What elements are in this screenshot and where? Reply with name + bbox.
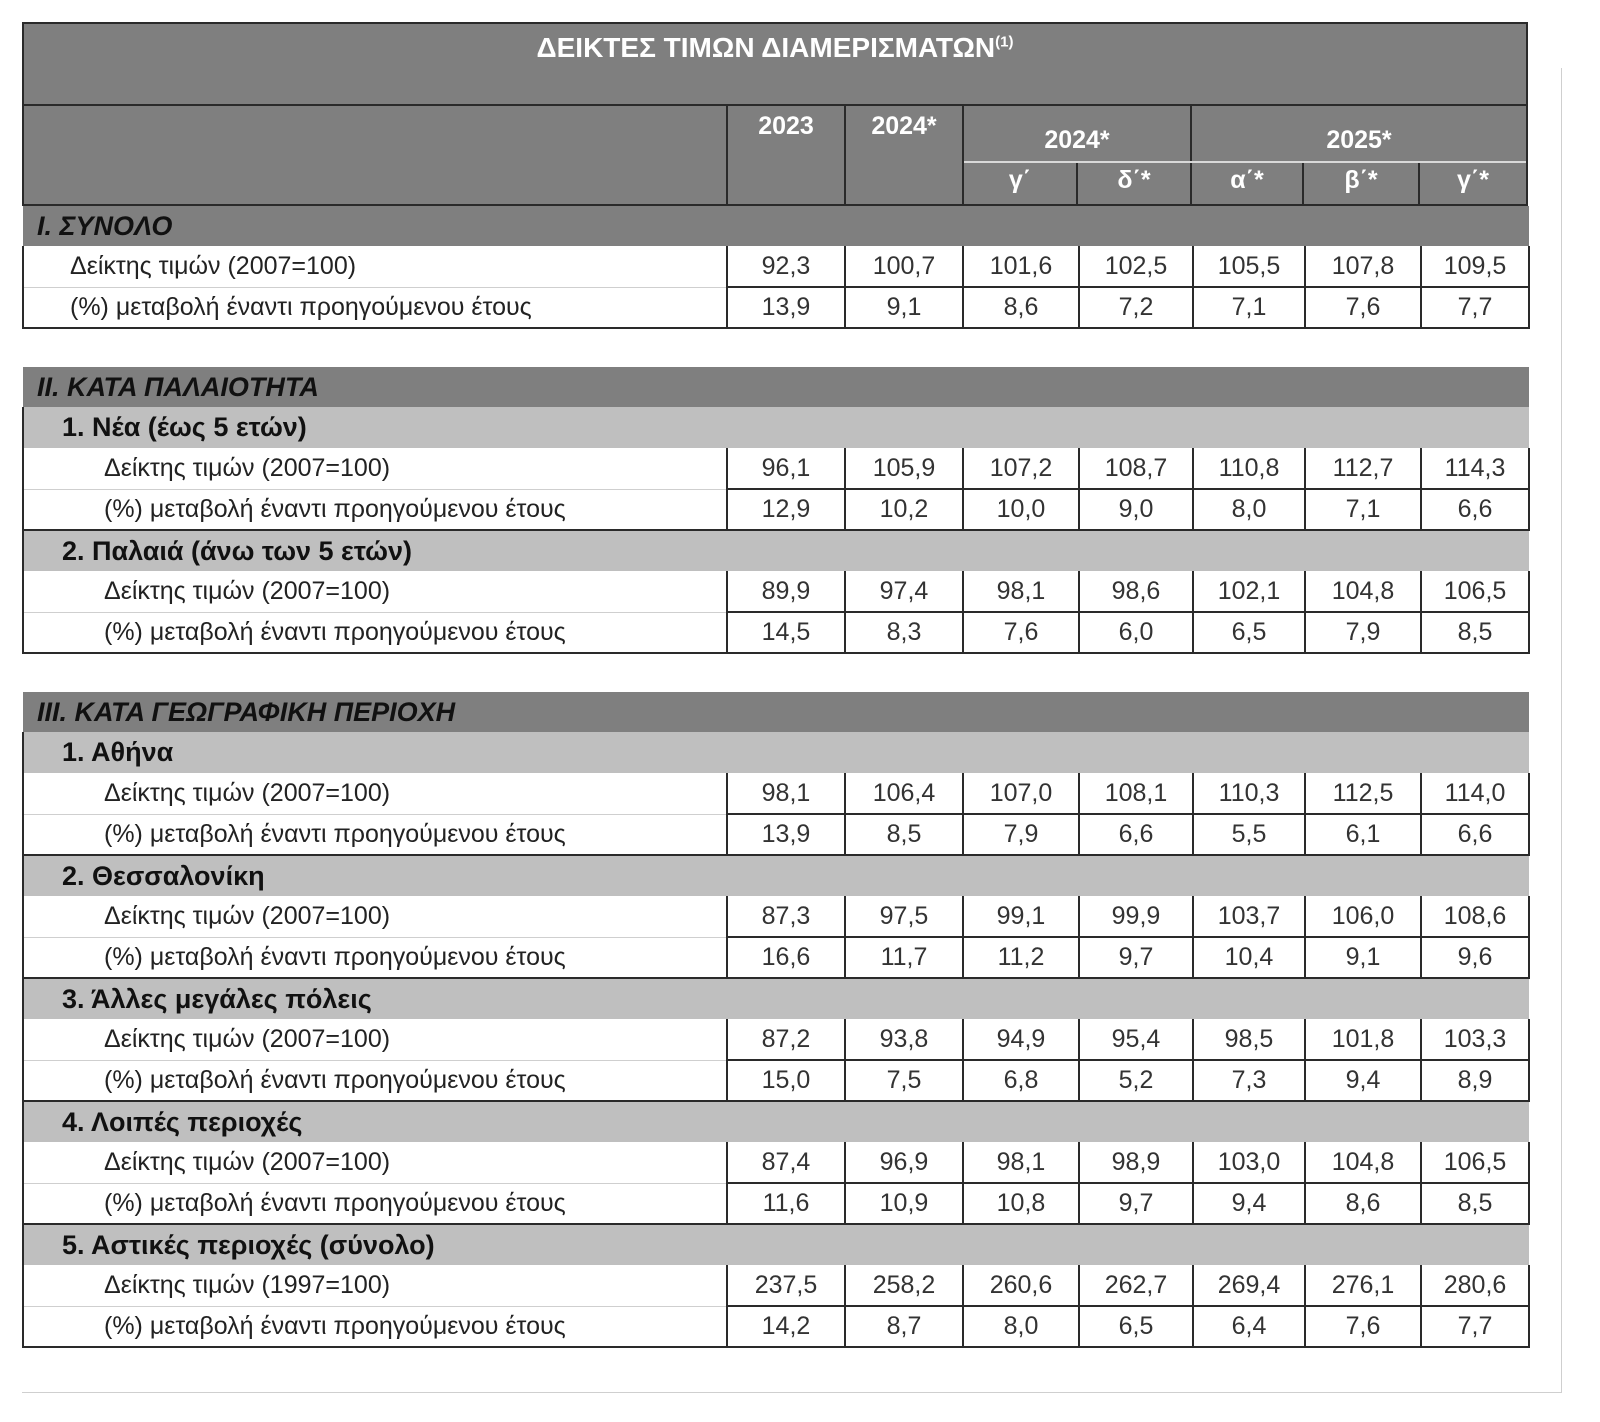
value-cell: 92,3: [727, 246, 845, 287]
subgroup-header-row: [23, 978, 1529, 1019]
table-row: [23, 612, 1529, 653]
header-2025-q3: γ΄*: [1457, 166, 1489, 194]
value-cell: 110,8: [1193, 448, 1305, 489]
table-row: [23, 1306, 1529, 1347]
value-cell: 102,5: [1079, 246, 1193, 287]
value-cell: 237,5: [727, 1265, 845, 1306]
section-header-row: [23, 206, 1529, 246]
value-cell: 108,6: [1421, 896, 1529, 937]
table-row: [23, 1265, 1529, 1306]
value-cell: 87,2: [727, 1019, 845, 1060]
row-label: Δείκτης τιμών (2007=100): [23, 896, 727, 937]
table-row: [23, 1183, 1529, 1224]
value-cell: 9,7: [1079, 1183, 1193, 1224]
value-cell: 6,8: [963, 1060, 1079, 1101]
column-header: [22, 106, 1528, 206]
value-cell: 103,7: [1193, 896, 1305, 937]
value-cell: 108,1: [1079, 773, 1193, 814]
value-cell: 106,5: [1421, 571, 1529, 612]
value-cell: 7,6: [963, 612, 1079, 653]
value-cell: 6,1: [1305, 814, 1421, 855]
title-footnote-mark: (1): [995, 33, 1014, 51]
subgroup-header-row: [23, 732, 1529, 773]
value-cell: 7,7: [1421, 1306, 1529, 1347]
value-cell: 102,1: [1193, 571, 1305, 612]
table-row: [23, 814, 1529, 855]
value-cell: 98,1: [963, 1142, 1079, 1183]
row-label: (%) μεταβολή έναντι προηγούμενου έτους: [23, 1306, 727, 1347]
value-cell: 8,7: [845, 1306, 963, 1347]
value-cell: 8,5: [845, 814, 963, 855]
subgroup-header-row: [23, 855, 1529, 896]
spacer-row: [23, 653, 1529, 692]
header-2024-annual: 2024*: [871, 112, 937, 140]
value-cell: 101,6: [963, 246, 1079, 287]
value-cell: 98,5: [1193, 1019, 1305, 1060]
row-label: Δείκτης τιμών (2007=100): [23, 571, 727, 612]
value-cell: 14,2: [727, 1306, 845, 1347]
value-cell: 94,9: [963, 1019, 1079, 1060]
value-cell: 11,2: [963, 937, 1079, 978]
value-cell: 8,6: [1305, 1183, 1421, 1224]
value-cell: 104,8: [1305, 571, 1421, 612]
value-cell: 9,6: [1421, 937, 1529, 978]
subgroup-title: 5. Αστικές περιοχές (σύνολο): [23, 1224, 1529, 1265]
value-cell: 10,4: [1193, 937, 1305, 978]
value-cell: 10,2: [845, 489, 963, 530]
table-row: [23, 246, 1529, 287]
value-cell: 8,3: [845, 612, 963, 653]
value-cell: 6,6: [1079, 814, 1193, 855]
header-2025-group: 2025*: [1326, 126, 1392, 154]
value-cell: 9,7: [1079, 937, 1193, 978]
value-cell: 106,0: [1305, 896, 1421, 937]
subgroup-title: 1. Νέα (έως 5 ετών): [23, 407, 1529, 448]
value-cell: 98,1: [727, 773, 845, 814]
value-cell: 105,9: [845, 448, 963, 489]
value-cell: 5,5: [1193, 814, 1305, 855]
value-cell: 105,5: [1193, 246, 1305, 287]
value-cell: 7,9: [963, 814, 1079, 855]
value-cell: 89,9: [727, 571, 845, 612]
value-cell: 112,5: [1305, 773, 1421, 814]
value-cell: 106,5: [1421, 1142, 1529, 1183]
value-cell: 104,8: [1305, 1142, 1421, 1183]
section-header-row: [23, 367, 1529, 407]
value-cell: 15,0: [727, 1060, 845, 1101]
value-cell: 10,8: [963, 1183, 1079, 1224]
row-label: Δείκτης τιμών (1997=100): [23, 1265, 727, 1306]
value-cell: 7,6: [1305, 1306, 1421, 1347]
value-cell: 269,4: [1193, 1265, 1305, 1306]
subgroup-title: 1. Αθήνα: [23, 732, 1529, 773]
value-cell: 98,9: [1079, 1142, 1193, 1183]
value-cell: 6,6: [1421, 489, 1529, 530]
row-label: (%) μεταβολή έναντι προηγούμενου έτους: [23, 814, 727, 855]
value-cell: 95,4: [1079, 1019, 1193, 1060]
table-row: [23, 448, 1529, 489]
value-cell: 5,2: [1079, 1060, 1193, 1101]
value-cell: 98,1: [963, 571, 1079, 612]
value-cell: 96,9: [845, 1142, 963, 1183]
row-label: Δείκτης τιμών (2007=100): [23, 773, 727, 814]
value-cell: 6,5: [1193, 612, 1305, 653]
row-label: Δείκτης τιμών (2007=100): [23, 1142, 727, 1183]
spacer-cell: [23, 328, 1529, 367]
value-cell: 8,6: [963, 287, 1079, 328]
header-2025-q1: α΄*: [1230, 166, 1264, 194]
table-title: [22, 22, 1528, 106]
table-row: [23, 1142, 1529, 1183]
header-2024-q3: γ΄: [1008, 166, 1032, 194]
value-cell: 107,8: [1305, 246, 1421, 287]
header-2023: 2023: [758, 112, 814, 140]
value-cell: 110,3: [1193, 773, 1305, 814]
table-row: [23, 287, 1529, 328]
row-label: (%) μεταβολή έναντι προηγούμενου έτους: [23, 489, 727, 530]
value-cell: 112,7: [1305, 448, 1421, 489]
value-cell: 107,2: [963, 448, 1079, 489]
value-cell: 109,5: [1421, 246, 1529, 287]
value-cell: 6,0: [1079, 612, 1193, 653]
table-title-text: ΔΕΙΚΤΕΣ ΤΙΜΩΝ ΔΙΑΜΕΡΙΣΜΑΤΩΝ: [536, 32, 996, 63]
value-cell: 13,9: [727, 814, 845, 855]
value-cell: 7,1: [1193, 287, 1305, 328]
table-row: [23, 896, 1529, 937]
value-cell: 87,3: [727, 896, 845, 937]
sheet-gridline-right: [1561, 68, 1562, 1392]
table-row: [23, 1019, 1529, 1060]
value-cell: 280,6: [1421, 1265, 1529, 1306]
row-label: Δείκτης τιμών (2007=100): [23, 1019, 727, 1060]
value-cell: 7,1: [1305, 489, 1421, 530]
value-cell: 114,0: [1421, 773, 1529, 814]
value-cell: 107,0: [963, 773, 1079, 814]
value-cell: 262,7: [1079, 1265, 1193, 1306]
row-label: (%) μεταβολή έναντι προηγούμενου έτους: [23, 612, 727, 653]
value-cell: 7,7: [1421, 287, 1529, 328]
value-cell: 16,6: [727, 937, 845, 978]
value-cell: 97,5: [845, 896, 963, 937]
table-body: [22, 206, 1530, 1348]
value-cell: 8,9: [1421, 1060, 1529, 1101]
row-label: (%) μεταβολή έναντι προηγούμενου έτους: [23, 287, 727, 328]
row-label: Δείκτης τιμών (2007=100): [23, 448, 727, 489]
row-label: (%) μεταβολή έναντι προηγούμενου έτους: [23, 1183, 727, 1224]
value-cell: 6,6: [1421, 814, 1529, 855]
subgroup-header-row: [23, 530, 1529, 571]
value-cell: 10,9: [845, 1183, 963, 1224]
value-cell: 98,6: [1079, 571, 1193, 612]
value-cell: 108,7: [1079, 448, 1193, 489]
price-index-table: [22, 22, 1528, 1388]
value-cell: 276,1: [1305, 1265, 1421, 1306]
value-cell: 96,1: [727, 448, 845, 489]
section-title: I. ΣΥΝΟΛΟ: [23, 206, 1529, 246]
value-cell: 7,6: [1305, 287, 1421, 328]
value-cell: 7,2: [1079, 287, 1193, 328]
subgroup-header-row: [23, 1101, 1529, 1142]
value-cell: 7,5: [845, 1060, 963, 1101]
table-row: [23, 489, 1529, 530]
header-2024-group: 2024*: [1044, 126, 1110, 154]
value-cell: 9,0: [1079, 489, 1193, 530]
value-cell: 7,9: [1305, 612, 1421, 653]
section-header-row: [23, 692, 1529, 732]
value-cell: 260,6: [963, 1265, 1079, 1306]
value-cell: 103,0: [1193, 1142, 1305, 1183]
value-cell: 9,1: [845, 287, 963, 328]
sheet-gridline-bottom: [22, 1392, 1562, 1393]
row-label: (%) μεταβολή έναντι προηγούμενου έτους: [23, 1060, 727, 1101]
subgroup-title: 2. Παλαιά (άνω των 5 ετών): [23, 530, 1529, 571]
row-label: Δείκτης τιμών (2007=100): [23, 246, 727, 287]
value-cell: 99,1: [963, 896, 1079, 937]
value-cell: 11,7: [845, 937, 963, 978]
value-cell: 114,3: [1421, 448, 1529, 489]
value-cell: 9,4: [1193, 1183, 1305, 1224]
subgroup-header-row: [23, 1224, 1529, 1265]
value-cell: 99,9: [1079, 896, 1193, 937]
value-cell: 103,3: [1421, 1019, 1529, 1060]
value-cell: 97,4: [845, 571, 963, 612]
value-cell: 100,7: [845, 246, 963, 287]
value-cell: 93,8: [845, 1019, 963, 1060]
value-cell: 11,6: [727, 1183, 845, 1224]
subgroup-title: 2. Θεσσαλονίκη: [23, 855, 1529, 896]
value-cell: 8,0: [963, 1306, 1079, 1347]
value-cell: 12,9: [727, 489, 845, 530]
value-cell: 9,4: [1305, 1060, 1421, 1101]
value-cell: 6,5: [1079, 1306, 1193, 1347]
value-cell: 8,5: [1421, 1183, 1529, 1224]
value-cell: 101,8: [1305, 1019, 1421, 1060]
value-cell: 13,9: [727, 287, 845, 328]
value-cell: 106,4: [845, 773, 963, 814]
value-cell: 14,5: [727, 612, 845, 653]
table-row: [23, 1060, 1529, 1101]
subgroup-header-row: [23, 407, 1529, 448]
value-cell: 7,3: [1193, 1060, 1305, 1101]
section-title: III. ΚΑΤΑ ΓΕΩΓΡΑΦΙΚΗ ΠΕΡΙΟΧΗ: [23, 692, 1529, 732]
table-row: [23, 937, 1529, 978]
value-cell: 9,1: [1305, 937, 1421, 978]
section-title: II. ΚΑΤΑ ΠΑΛΑΙΟΤΗΤΑ: [23, 367, 1529, 407]
header-2024-q4: δ΄*: [1117, 166, 1151, 194]
row-label: (%) μεταβολή έναντι προηγούμενου έτους: [23, 937, 727, 978]
subgroup-title: 4. Λοιπές περιοχές: [23, 1101, 1529, 1142]
value-cell: 87,4: [727, 1142, 845, 1183]
spacer-row: [23, 328, 1529, 367]
value-cell: 258,2: [845, 1265, 963, 1306]
value-cell: 8,5: [1421, 612, 1529, 653]
subgroup-title: 3. Άλλες μεγάλες πόλεις: [23, 978, 1529, 1019]
value-cell: 8,0: [1193, 489, 1305, 530]
spacer-cell: [23, 653, 1529, 692]
value-cell: 6,4: [1193, 1306, 1305, 1347]
value-cell: 10,0: [963, 489, 1079, 530]
table-row: [23, 773, 1529, 814]
table-row: [23, 571, 1529, 612]
header-2025-q2: β΄*: [1344, 166, 1378, 194]
